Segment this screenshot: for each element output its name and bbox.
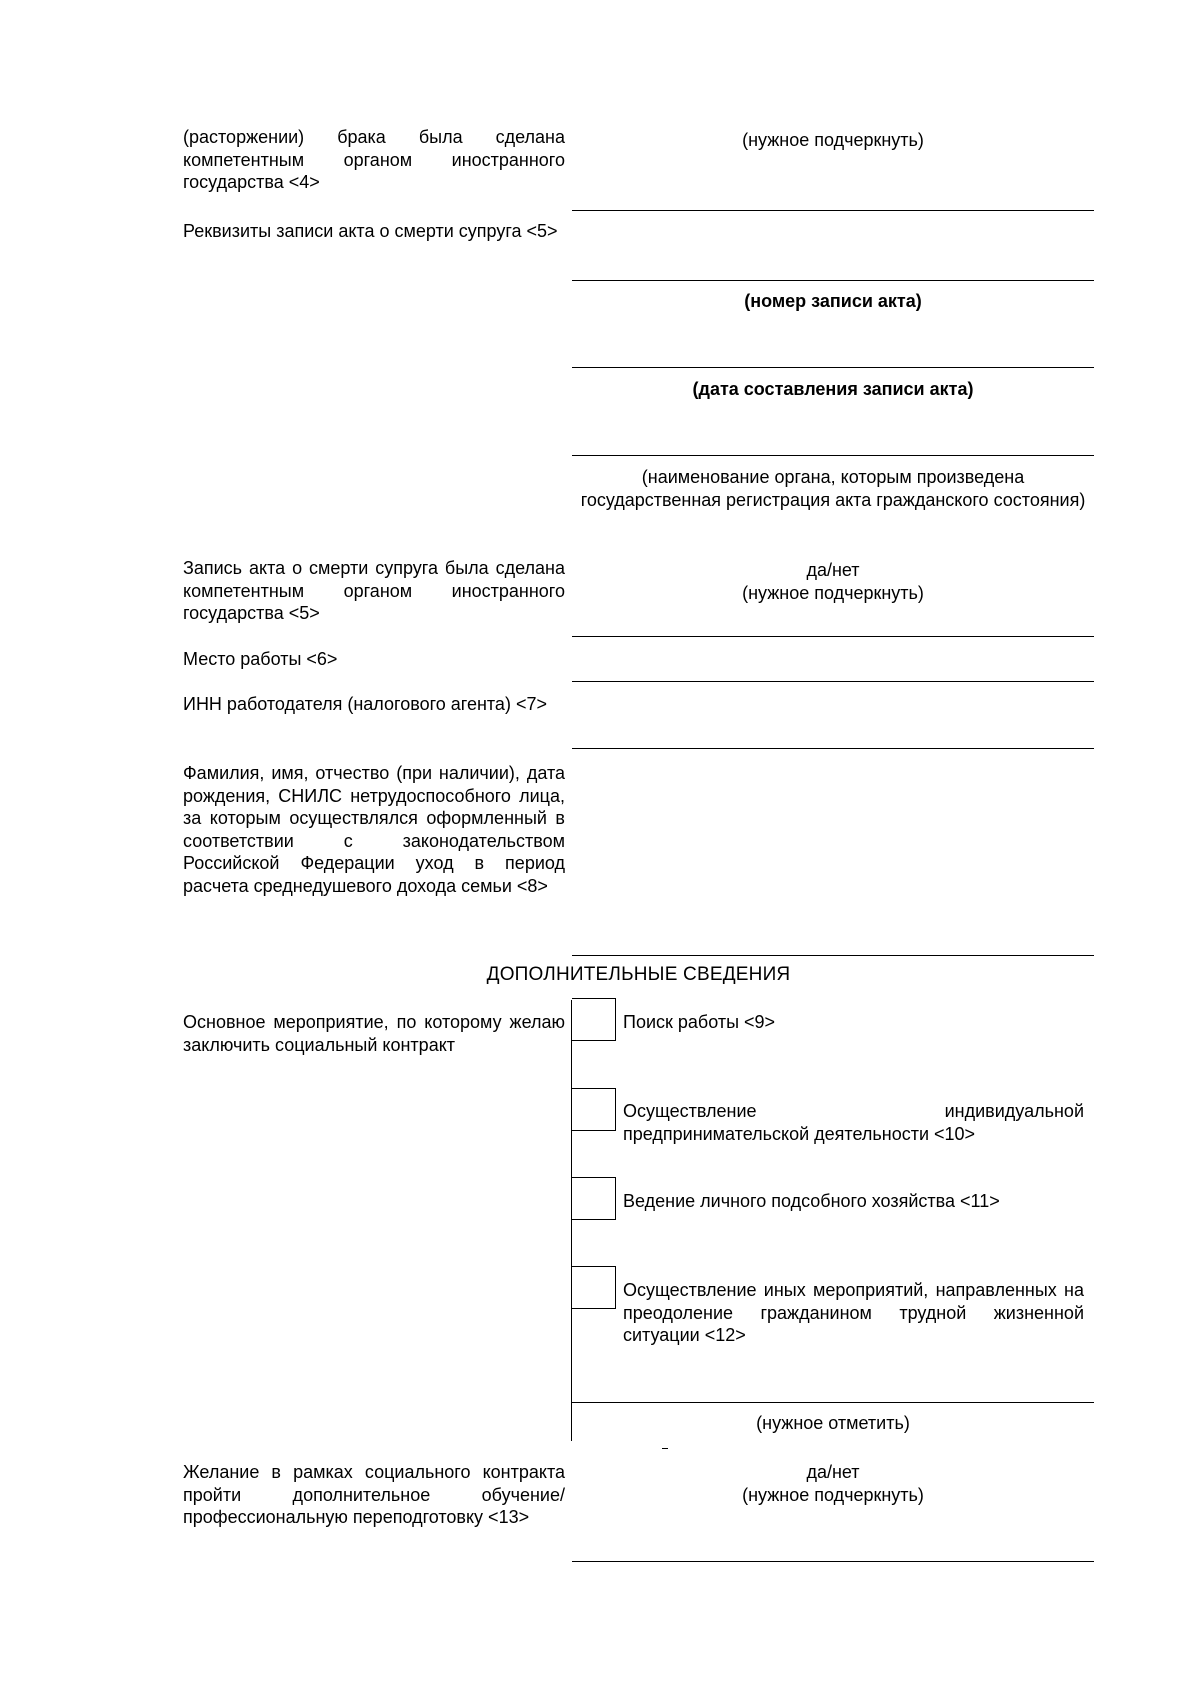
care-person-field-line[interactable]	[572, 955, 1094, 956]
death-record-number-line[interactable]	[572, 280, 1094, 281]
option-other-activities: Осуществление иных мероприятий, направленных на преодоление гражданином трудной жизненной ситуации <12>	[623, 1280, 1084, 1346]
death-record-date-line[interactable]	[572, 367, 1094, 368]
main-activity-label: Основное мероприятие, по которому желаю заключить социальный контракт	[183, 1012, 565, 1055]
registration-authority-caption: (наименование органа, которым произведена государственная регистрация акта гражданского состояния)	[580, 467, 1086, 510]
training-label: Желание в рамках социального контракта пройти дополнительное обучение/профессиональную переподготовку <13>	[183, 1462, 565, 1528]
mark-needed-caption: (нужное отметить)	[756, 1413, 910, 1433]
employer-inn-field-line[interactable]	[572, 748, 1094, 749]
death-record-authority-line[interactable]	[572, 455, 1094, 456]
option-checkbox-household[interactable]	[572, 1177, 616, 1220]
option-checkbox-entrepreneurship[interactable]	[572, 1088, 616, 1131]
additional-info-heading: ДОПОЛНИТЕЛЬНЫЕ СВЕДЕНИЯ	[486, 964, 791, 985]
divorce-foreign-field-line[interactable]	[572, 210, 1094, 211]
death-foreign-yes-no[interactable]: да/нет	[806, 560, 860, 580]
training-field-line[interactable]	[572, 1561, 1094, 1562]
option-entrepreneurship: Осуществление индивидуальной предпринимательской деятельности <10>	[623, 1101, 1084, 1144]
option-household: Ведение личного подсобного хозяйства <11>	[623, 1191, 1000, 1211]
workplace-field-line[interactable]	[572, 681, 1094, 682]
underline-needed-caption: (нужное подчеркнуть)	[742, 583, 924, 603]
underline-needed-caption: (нужное подчеркнуть)	[742, 130, 924, 150]
option-checkbox-job-search[interactable]	[572, 998, 616, 1041]
workplace-label: Место работы <6>	[183, 649, 338, 669]
death-foreign-label: Запись акта о смерти супруга была сделана компетентным органом иностранного государства <5>	[183, 558, 565, 624]
options-bottom-line	[572, 1402, 1094, 1403]
underline-needed-caption: (нужное подчеркнуть)	[742, 1485, 924, 1505]
option-job-search: Поиск работы <9>	[623, 1012, 776, 1032]
divorce-foreign-label: (расторжении) брака была сделана компетентным органом иностранного государства <4>	[183, 127, 565, 193]
record-number-caption: (номер записи акта)	[744, 291, 922, 311]
employer-inn-label: ИНН работодателя (налогового агента) <7>	[183, 694, 547, 714]
training-yes-no[interactable]: да/нет	[806, 1462, 860, 1482]
care-person-label: Фамилия, имя, отчество (при наличии), дата рождения, СНИЛС нетрудоспособного лица, за которым осуществлялся оформленный в соответствии с законодательством Российской Федерации уход в период расчета среднедушевого дохода семьи <8>	[183, 763, 565, 896]
option-checkbox-other-activities[interactable]	[572, 1266, 616, 1309]
death-foreign-field-line[interactable]	[572, 636, 1094, 637]
record-date-caption: (дата составления записи акта)	[692, 379, 974, 399]
options-left-border	[571, 1000, 572, 1441]
stray-dash	[662, 1448, 668, 1449]
death-record-label: Реквизиты записи акта о смерти супруга <5>	[183, 221, 558, 241]
